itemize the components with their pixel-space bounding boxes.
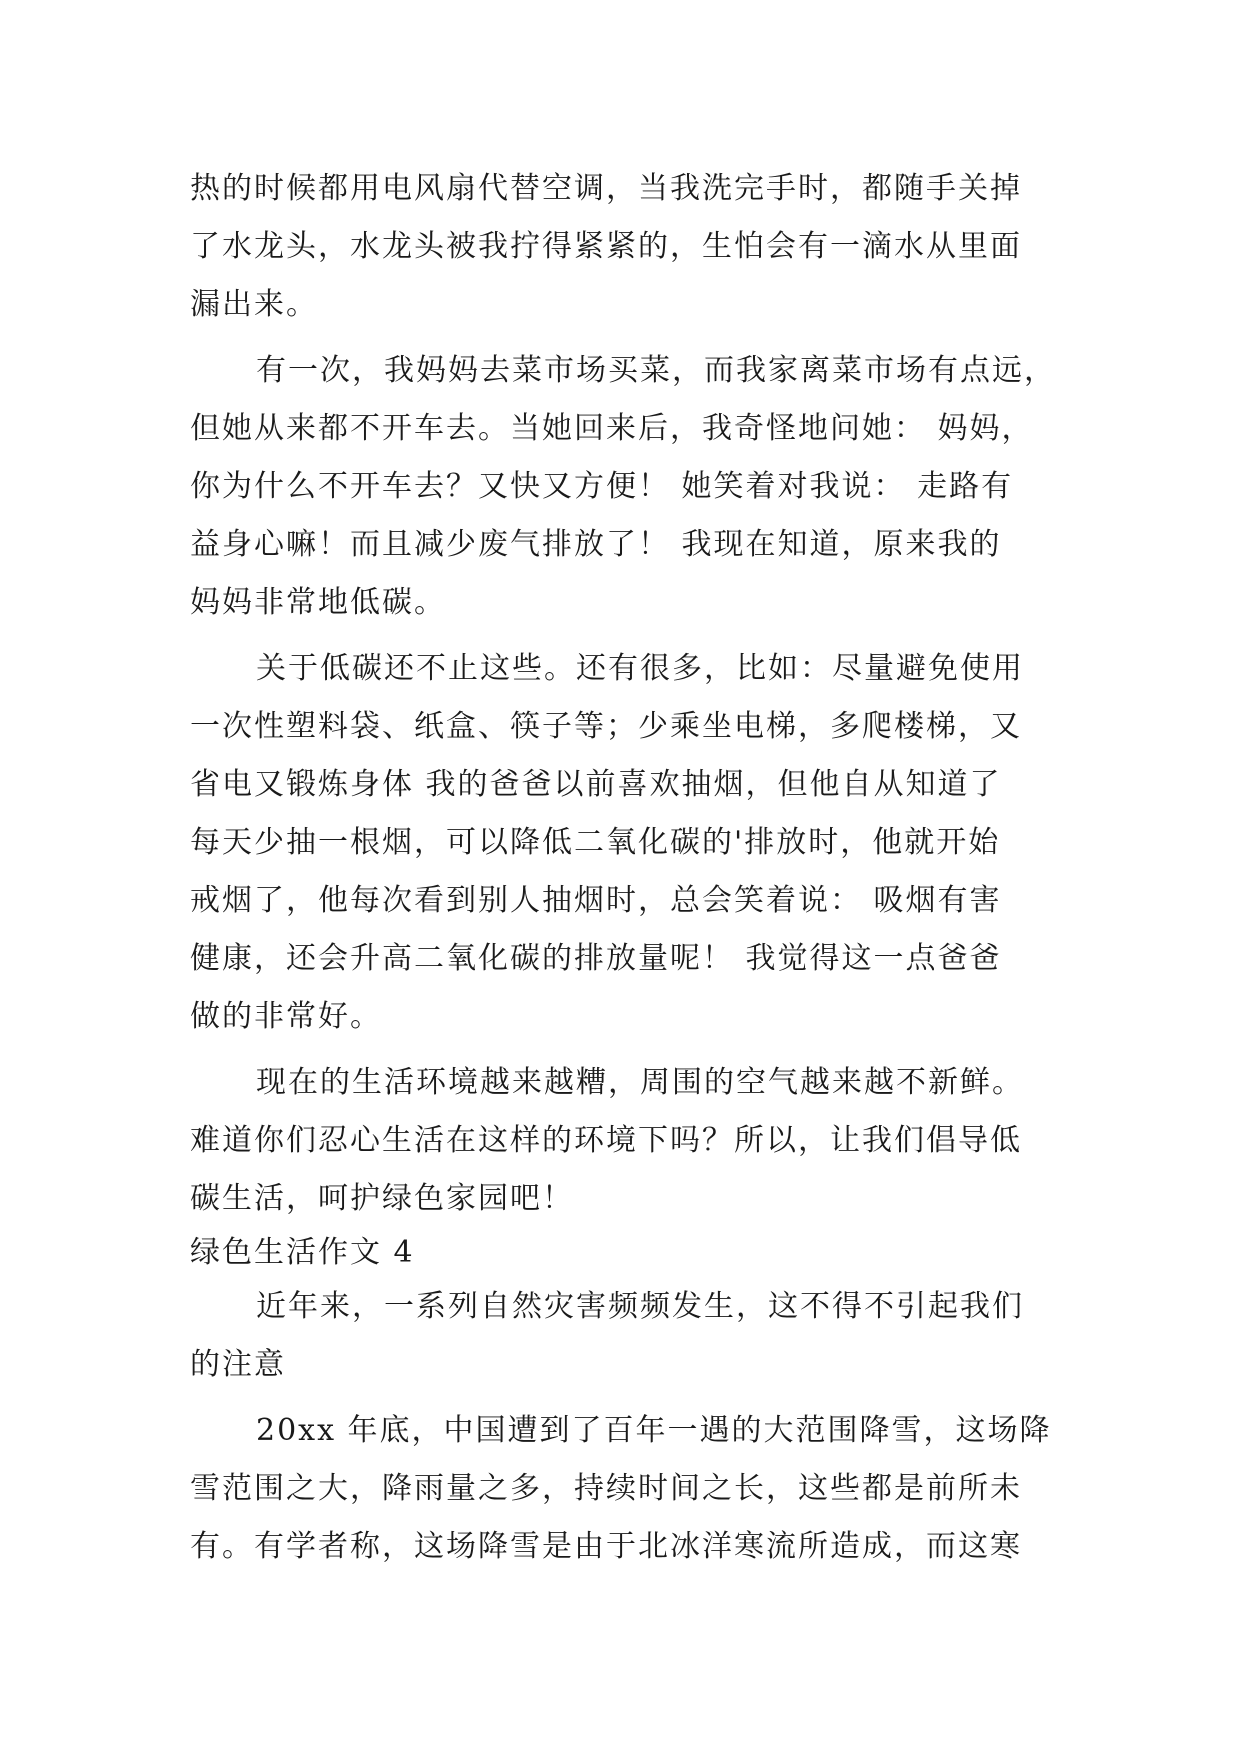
text-line: 的注意 [190,1347,286,1382]
text-line: 雪范围之大，降雨量之多，持续时间之长，这些都是前所未 [190,1471,1022,1506]
text-line: 关于低碳还不止这些。还有很多，比如：尽量避免使用 [256,651,1024,686]
text-line: 有。有学者称，这场降雪是由于北冰洋寒流所造成，而这寒 [190,1529,1022,1564]
paragraph [190,160,1070,334]
text-line: 妈妈非常地低碳。 [190,585,446,620]
text-line: 碳生活，呵护绿色家园吧！ [190,1181,574,1216]
text-line: 健康，还会升高二氧化碳的排放量呢！ 我觉得这一点爸爸 [190,941,1002,976]
text-line: 热的时候都用电风扇代替空调，当我洗完手时，都随手关掉 [190,171,1022,206]
text-line: 有一次，我妈妈去菜市场买菜，而我家离菜市场有点远， [256,353,1056,388]
text-line: 现在的生活环境越来越糟，周围的空气越来越不新鲜。 [256,1065,1024,1100]
text-line: 省电又锻炼身体 我的爸爸以前喜欢抽烟，但他自从知道了 [190,767,1002,802]
paragraph [190,342,1070,632]
text-line: 难道你们忍心生活在这样的环境下吗？所以，让我们倡导低 [190,1123,1022,1158]
text-line: 近年来，一系列自然灾害频频发生，这不得不引起我们 [256,1289,1024,1324]
text-line: 漏出来。 [190,287,318,322]
text-line: 20xx 年底，中国遭到了百年一遇的大范围降雪，这场降 [256,1413,1052,1448]
text-line: 每天少抽一根烟，可以降低二氧化碳的'排放时，他就开始 [190,825,1001,860]
text-line: 你为什么不开车去？又快又方便！ 她笑着对我说： 走路有 [190,469,1014,504]
text-line: 了水龙头，水龙头被我拧得紧紧的，生怕会有一滴水从里面 [190,229,1022,264]
text-line: 戒烟了，他每次看到别人抽烟时，总会笑着说： 吸烟有害 [190,883,1002,918]
text-line: 益身心嘛！而且减少废气排放了！ 我现在知道，原来我的 [190,527,1002,562]
document-body [190,160,1070,1576]
text-line: 但她从来都不开车去。当她回来后，我奇怪地问她： 妈妈， [190,411,1034,446]
section-heading: 绿色生活作文 4 [190,1235,415,1270]
paragraph [190,640,1070,1046]
paragraph [190,1278,1070,1394]
text-line: 一次性塑料袋、纸盒、筷子等；少乘坐电梯，多爬楼梯，又 [190,709,1022,744]
text-line: 做的非常好。 [190,999,382,1034]
paragraph [190,1402,1070,1576]
paragraph [190,1054,1070,1228]
